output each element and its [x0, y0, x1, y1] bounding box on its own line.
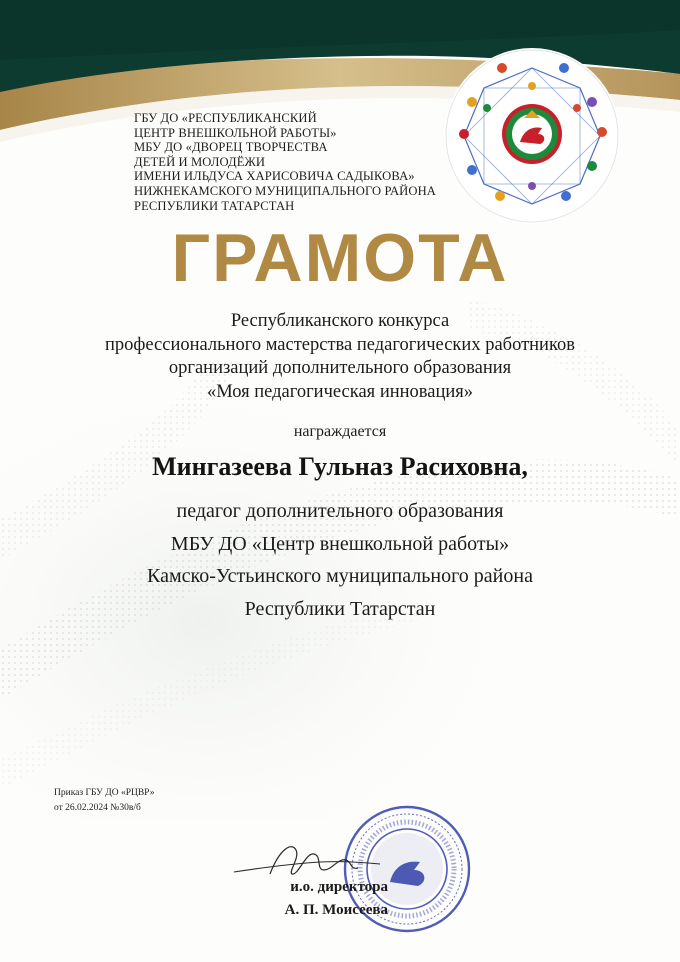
order-line: Приказ ГБУ ДО «РЦВР» — [54, 788, 155, 798]
issuer-line: ИМЕНИ ИЛЬДУСА ХАРИСОВИЧА САДЫКОВА» — [134, 169, 415, 184]
issuer-line: МБУ ДО «ДВОРЕЦ ТВОРЧЕСТВА — [134, 140, 328, 155]
contest-line: организаций дополнительного образования — [168, 358, 512, 378]
order-reference — [54, 786, 154, 816]
contest-description — [0, 310, 680, 404]
contest-line: Республиканского конкурса — [230, 311, 450, 331]
issuer-line: ЦЕНТР ВНЕШКОЛЬНОЙ РАБОТЫ» — [134, 125, 337, 140]
contest-line: «Моя педагогическая инновация» — [206, 381, 474, 402]
recipient-detail-line: МБУ ДО «Центр внешкольной работы» — [170, 532, 510, 555]
signer-name: А. П. Моисеева — [284, 902, 388, 918]
order-line: от 26.02.2024 №30в/б — [54, 803, 141, 813]
recipient-detail-line: Камско-Устьинского муниципального района — [147, 565, 533, 587]
issuer-line: ДЕТЕЙ И МОЛОДЁЖИ — [134, 154, 266, 169]
recipient-detail-line: Республики Татарстан — [244, 597, 436, 620]
creative-center-logo — [442, 46, 622, 226]
signer-block — [246, 876, 388, 922]
certificate-title: ГРАМОТА — [171, 220, 509, 296]
issuer-line: РЕСПУБЛИКИ ТАТАРСТАН — [134, 198, 295, 213]
signer-title: и.о. директора — [290, 879, 388, 895]
contest-line: профессионального мастерства педагогических работников — [104, 334, 575, 355]
recipient-name: Мингазеева Гульназ Расиховна, — [152, 452, 528, 481]
recipient-detail-line: педагог дополнительного образования — [176, 500, 504, 522]
issuer-line: НИЖНЕКАМСКОГО МУНИЦИПАЛЬНОГО РАЙОНА — [134, 183, 436, 198]
recipient-details — [0, 495, 680, 625]
awarded-label: награждается — [293, 423, 387, 440]
issuer-block — [134, 111, 436, 213]
issuer-line: ГБУ ДО «РЕСПУБЛИКАНСКИЙ — [134, 111, 317, 125]
